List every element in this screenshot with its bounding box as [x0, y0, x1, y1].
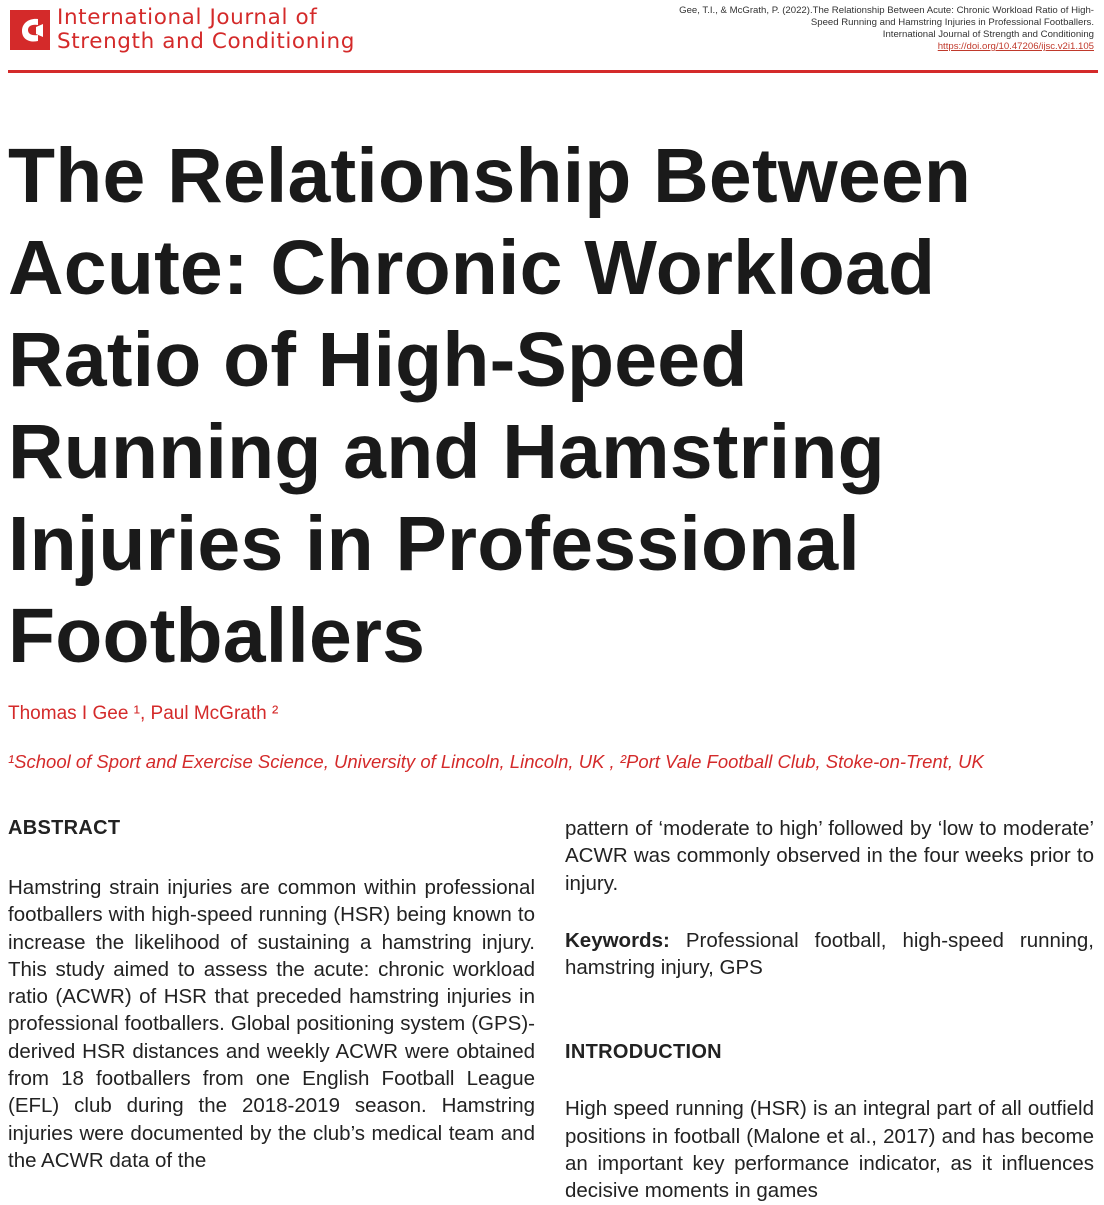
paper-title [8, 130, 1098, 682]
page-header [0, 0, 1104, 76]
header-divider [8, 70, 1098, 73]
title-line: Injuries in Professional [8, 501, 861, 587]
keywords-text: Professional football, high-speed running, hamstring injury, GPS [565, 928, 1094, 980]
title-line: Acute: Chronic Workload [8, 225, 936, 311]
author-list: Thomas I Gee ¹, Paul McGrath ² [8, 703, 279, 724]
doi-link[interactable]: https://doi.org/10.47206/ijsc.v2i1.105 [937, 41, 1094, 52]
journal-name [57, 6, 355, 54]
citation-line1: Gee, T.I., & McGrath, P. (2022).The Relationship Between Acute: Chronic Workload Ratio of High- [679, 5, 1094, 16]
keywords-label: Keywords: [565, 928, 670, 952]
introduction-heading: INTRODUCTION [565, 1041, 722, 1064]
abstract-heading: ABSTRACT [8, 817, 121, 839]
journal-name-line1: International Journal of [57, 5, 318, 30]
citation-line3: International Journal of Strength and Conditioning [882, 29, 1094, 40]
abstract-text-continued: pattern of ‘moderate to high’ followed by ‘low to moderate’ ACWR was commonly observed in the four weeks prior to injury. [565, 817, 1094, 895]
title-line: The Relationship Between [8, 133, 972, 219]
title-line: Running and Hamstring [8, 409, 885, 495]
journal-logo-icon [10, 10, 50, 50]
journal-name-line2: Strength and Conditioning [57, 29, 355, 54]
title-line: Footballers [8, 593, 426, 679]
citation-block [554, 5, 1094, 53]
title-line: Ratio of High-Speed [8, 317, 748, 403]
left-column [8, 815, 535, 1174]
keywords [565, 927, 1094, 982]
affiliations: ¹School of Sport and Exercise Science, University of Lincoln, Lincoln, UK , ²Port Vale Football Club, Stoke-on-Trent, UK [8, 751, 984, 772]
right-column [565, 815, 1094, 1205]
abstract-text: Hamstring strain injuries are common within professional footballers with high-speed running (HSR) being known to increase the likelihood of sustaining a hamstring injury. This study aimed to assess the acute: chronic workload ratio (ACWR) of HSR that preceded hamstring injuries in professional footballers. Global positioning system (GPS)-derived HSR distances and weekly ACWR were obtained from 18 footballers from one English Football League (EFL) club during the 2018-2019 season. Hamstring injuries were documented by the club’s medical team and the ACWR data of the [8, 876, 535, 1172]
introduction-text: High speed running (HSR) is an integral part of all outfield positions in football (Malone et al., 2017) and has become an important key performance indicator, as it influences decisive moments in games [565, 1097, 1094, 1203]
citation-line2: Speed Running and Hamstring Injuries in Professional Footballers. [810, 17, 1094, 28]
